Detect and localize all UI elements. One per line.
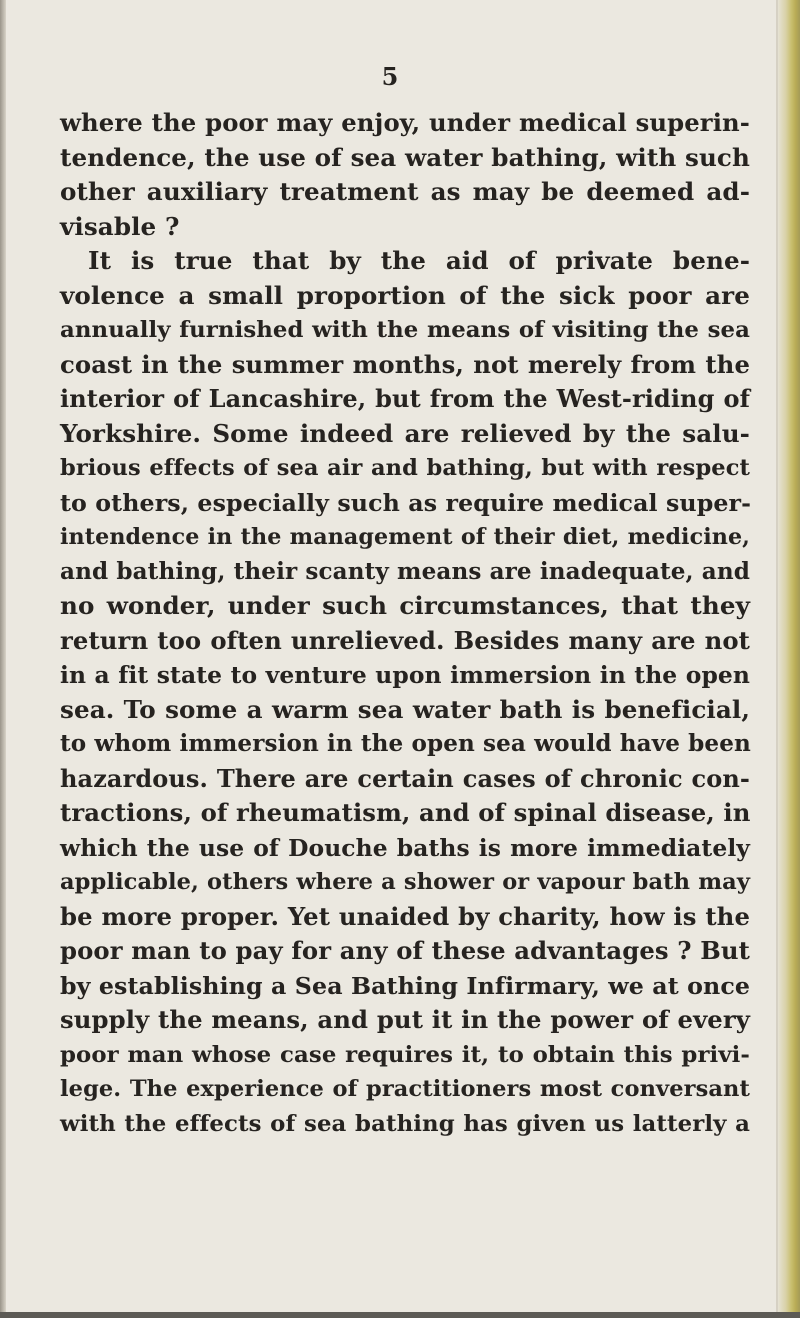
text-line: volence a small proportion of the sick poor are (60, 280, 750, 310)
page-gutter-shadow (0, 0, 6, 1318)
page-edge-stain (778, 0, 800, 1318)
body-text (60, 106, 750, 1141)
text-line: hazardous. There are certain cases of chronic con- (60, 763, 750, 793)
text-line: in a fit state to venture upon immersion in the open (60, 661, 750, 689)
text-line: with the effects of sea bathing has given us latterly a (60, 1110, 750, 1137)
text-line: intendence in the management of their diet, medicine, (60, 524, 750, 550)
text-line: applicable, others where a shower or vapour bath may (60, 869, 750, 895)
text-line: It is true that by the aid of private bene- (88, 246, 750, 275)
text-line: other auxiliary treatment as may be deemed ad- (60, 177, 750, 206)
text-line: interior of Lancashire, but from the West-riding of (60, 384, 750, 413)
text-line: lege. The experience of practitioners most conversant (60, 1076, 750, 1102)
page-number: 5 (381, 62, 399, 91)
text-line: visable ? (60, 211, 180, 241)
text-line: Yorkshire. Some indeed are relieved by the salu- (60, 418, 750, 448)
text-line: which the use of Douche baths is more immediately (60, 833, 750, 862)
text-line: tendence, the use of sea water bathing, with such (60, 142, 750, 172)
page-bottom-edge (0, 1312, 800, 1318)
text-line: brious effects of sea air and bathing, but with respect (60, 455, 750, 481)
text-line: tractions, of rheumatism, and of spinal disease, in (60, 798, 751, 827)
text-line: and bathing, their scanty means are inadequate, and (60, 557, 750, 585)
text-line: supply the means, and put it in the power of every (60, 1005, 750, 1034)
text-line: poor man whose case requires it, to obtain this privi- (60, 1041, 750, 1068)
text-line: be more proper. Yet unaided by charity, how is the (60, 901, 750, 931)
text-line: poor man to pay for any of these advantages ? But (60, 936, 750, 965)
text-line: by establishing a Sea Bathing Infirmary, we at once (60, 971, 751, 1000)
text-line: to others, especially such as require medical super- (60, 488, 752, 517)
text-line: coast in the summer months, not merely from the (60, 349, 750, 379)
text-line: sea. To some a warm sea water bath is beneficial, (60, 694, 750, 724)
text-line: return too often unrelieved. Besides many are not (60, 625, 750, 655)
text-line: where the poor may enjoy, under medical superin- (60, 108, 750, 137)
text-line: to whom immersion in the open sea would have been (60, 730, 751, 757)
text-line: annually furnished with the means of visiting the sea (60, 317, 750, 343)
text-line: no wonder, under such circumstances, that they (60, 591, 750, 620)
